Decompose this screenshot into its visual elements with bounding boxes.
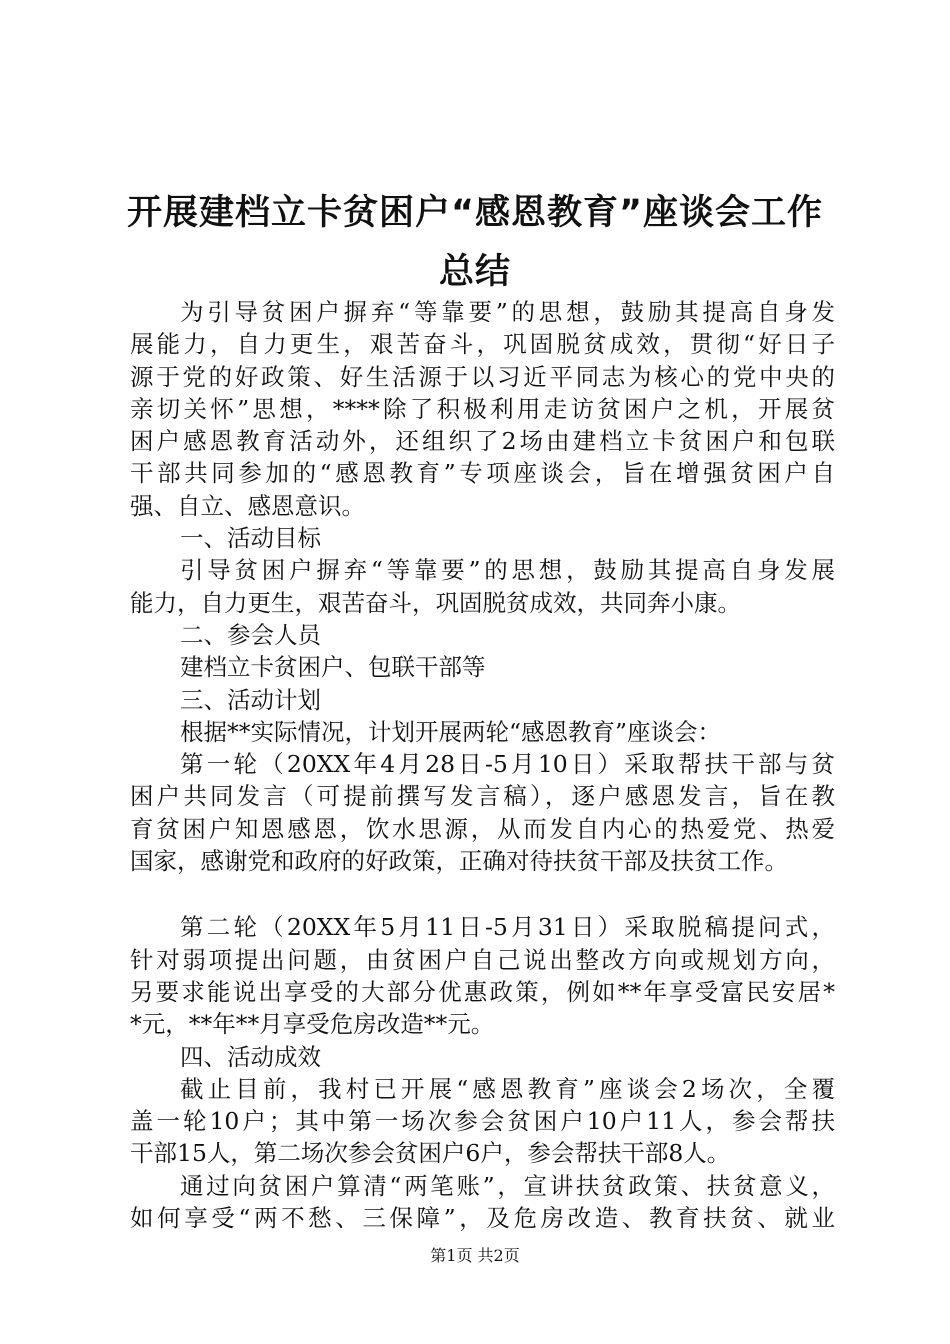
text-line: 能力，自力更生，艰苦奋斗，巩固脱贫成效，共同奔小康。 xyxy=(130,588,741,617)
text-line: 截止目前，我村已开展“感恩教育”座谈会2场次，全覆 xyxy=(180,1074,835,1103)
text-line: 盖一轮10户；其中第一场次参会贫困户10户11人，参会帮扶 xyxy=(130,1107,835,1136)
text-line: 困户共同发言（可提前撰写发言稿），逐户感恩发言，旨在教 xyxy=(130,782,835,811)
document-title-line-1: 开展建档立卡贫困户“感恩教育”座谈会工作 xyxy=(126,193,823,233)
text-line: 国家，感谢党和政府的好政策，正确对待扶贫干部及扶贫工作。 xyxy=(130,847,788,876)
text-line: 一、活动目标 xyxy=(180,524,321,553)
text-line: 二、参会人员 xyxy=(180,620,321,649)
text-line: 源于党的好政策、好生活源于以习近平同志为核心的党中央的 xyxy=(130,362,835,391)
text-line: 亲切关怀”思想，****除了积极利用走访贫困户之机，开展贫 xyxy=(130,394,835,423)
text-line: 另要求能说出享受的大部分优惠政策，例如**年享受富民安居* xyxy=(130,977,835,1006)
text-line: 根据**实际情况，计划开展两轮“感恩教育”座谈会： xyxy=(180,717,722,746)
text-line: 如何享受“两不愁、三保障”，及危房改造、教育扶贫、就业 xyxy=(130,1204,835,1233)
text-line: 针对弱项提出问题，由贫困户自己说出整改方向或规划方向， xyxy=(130,945,835,974)
text-line: 引导贫困户摒弃“等靠要”的思想，鼓励其提高自身发展 xyxy=(180,556,835,585)
text-line: 第一轮（20XX年4月28日-5月10日）采取帮扶干部与贫 xyxy=(180,750,835,779)
text-line: 困户感恩教育活动外，还组织了2场由建档立卡贫困户和包联 xyxy=(130,427,835,456)
text-line: 四、活动成效 xyxy=(180,1042,321,1071)
text-line: 建档立卡贫困户、包联干部等 xyxy=(180,653,486,682)
blank-line xyxy=(130,877,835,911)
text-line: 干部15人，第二场次参会贫困户6户，参会帮扶干部8人。 xyxy=(130,1139,731,1168)
text-line: 展能力，自力更生，艰苦奋斗，巩固脱贫成效，贯彻“好日子 xyxy=(130,330,835,359)
text-line: 强、自立、感恩意识。 xyxy=(130,491,365,520)
document-title-line-2: 总结 xyxy=(438,252,511,292)
text-line: 三、活动计划 xyxy=(180,685,321,714)
document-body xyxy=(130,296,835,1234)
text-line: 通过向贫困户算清“两笔账”，宣讲扶贫政策、扶贫意义， xyxy=(180,1171,835,1200)
text-line: 育贫困户知恩感恩，饮水思源，从而发自内心的热爱党、热爱 xyxy=(130,814,835,843)
text-line: 第二轮（20XX年5月11日-5月31日）采取脱稿提问式， xyxy=(180,913,835,942)
text-line: *元，**年**月享受危房改造**元。 xyxy=(130,1010,495,1039)
page-footer: 第1页 共2页 xyxy=(430,1246,520,1265)
text-line: 为引导贫困户摒弃“等靠要”的思想，鼓励其提高自身发 xyxy=(180,298,835,326)
text-line: 干部共同参加的“感恩教育”专项座谈会，旨在增强贫困户自 xyxy=(130,459,835,488)
